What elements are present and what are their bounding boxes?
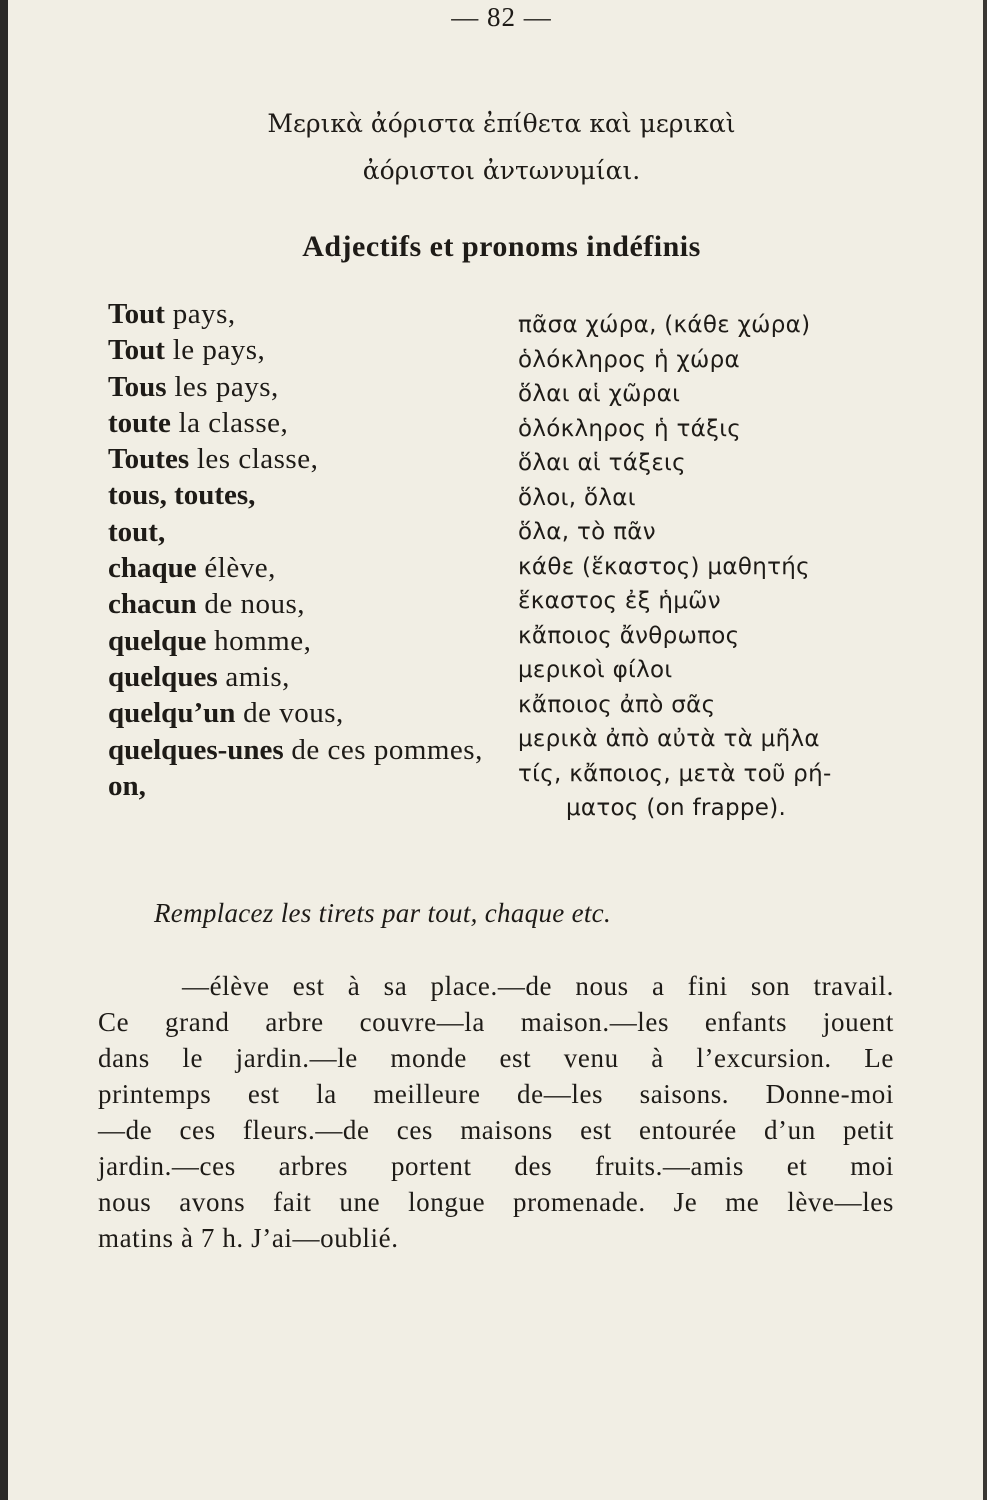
greek-translation: κάθε (ἕκαστος) μαθητής	[518, 553, 810, 580]
french-example	[108, 514, 518, 550]
keyword: quelqu’un	[108, 697, 236, 730]
exercise-text	[98, 968, 894, 1256]
french-example	[108, 695, 518, 731]
french-example	[108, 332, 518, 368]
example-text: les classe,	[189, 443, 319, 476]
french-example	[108, 477, 518, 513]
exercise-instruction: Remplacez les tirets par tout, chaque etc.	[154, 898, 611, 928]
greek-translation: κἄποιος ἄνθρωπος	[518, 622, 740, 649]
french-example	[108, 586, 518, 622]
keyword: chacun	[108, 588, 197, 621]
keyword: on,	[108, 769, 146, 802]
french-example	[108, 405, 518, 441]
exercise-line: jardin.—ces arbres portent des fruits.—amis et moi	[98, 1151, 894, 1181]
example-text: les pays,	[166, 370, 279, 403]
exercise-line: nous avons fait une longue promenade. Je me lève—les	[98, 1187, 894, 1217]
example-text: pays,	[164, 298, 236, 330]
greek-translation: τίς, κἄποιος, μετὰ τοῦ ρή-	[518, 760, 832, 787]
french-example	[108, 369, 518, 405]
keyword: chaque	[108, 552, 197, 585]
greek-translation: κἄποιος ἀπὸ σᾶς	[518, 691, 716, 718]
example-text: élève,	[196, 552, 276, 585]
keyword: Tout	[108, 298, 165, 330]
greek-translation: ὅλαι αἱ τάξεις	[518, 450, 686, 476]
example-text: amis,	[217, 660, 290, 693]
french-example	[108, 441, 518, 477]
exercise-line: —élève est à sa place.—de nous a fini son travail.	[182, 971, 894, 1001]
keyword: quelques	[108, 660, 218, 693]
greek-translation: ὁλόκληρος ἡ τάξις	[518, 415, 742, 442]
greek-translation: ὅλοι, ὅλαι	[518, 484, 636, 511]
example-text: de ces pommes,	[283, 733, 483, 766]
keyword: quelques-unes	[108, 733, 284, 766]
exercise-line: Ce grand arbre couvre—la maison.—les enfants jouent	[98, 1007, 894, 1037]
french-example	[108, 550, 518, 586]
example-text: de vous,	[235, 697, 344, 730]
greek-title-line-2: ἀόριστοι ἀντωνυμίαι.	[362, 156, 641, 185]
example-text: la classe,	[170, 406, 289, 439]
greek-translation: ὅλα, τὸ πᾶν	[518, 519, 656, 545]
keyword: toute	[108, 406, 171, 439]
exercise-line: printemps est la meilleure de—les saisons. Donne-moi	[98, 1079, 894, 1109]
keyword: tout,	[108, 515, 166, 548]
page-number: — 82 —	[451, 2, 552, 32]
greek-translation: ὅλαι αἱ χῶραι	[518, 381, 681, 407]
french-examples-list	[108, 296, 518, 804]
exercise-line: —de ces fleurs.—de ces maisons est entourée d’un petit	[98, 1115, 894, 1145]
french-example	[108, 768, 518, 804]
example-text: de nous,	[196, 588, 306, 621]
keyword: Tout	[108, 334, 165, 367]
greek-translation: πᾶσα χώρα, (κάθε χώρα)	[518, 312, 811, 338]
greek-translation: ἕκαστος ἐξ ἡμῶν	[518, 588, 721, 614]
keyword: Tous	[108, 370, 167, 403]
exercise-line: matins à 7 h. J’ai—oublié.	[98, 1223, 399, 1253]
french-example	[108, 296, 518, 332]
example-text: le pays,	[164, 334, 266, 367]
french-title: Adjectifs et pronoms indéfinis	[302, 230, 701, 263]
keyword: Toutes	[108, 443, 190, 476]
greek-translations-list	[518, 308, 938, 826]
greek-translation-continuation: ματος (on frappe).	[566, 795, 787, 821]
exercise-line: dans le jardin.—le monde est venu à l’excursion. Le	[98, 1043, 894, 1073]
keyword: tous, toutes,	[108, 479, 256, 512]
greek-translation: μερικοὶ φίλοι	[518, 657, 673, 683]
example-text: homme,	[206, 624, 312, 657]
french-example	[108, 732, 518, 768]
greek-translation: ὁλόκληρος ἡ χώρα	[518, 346, 740, 373]
french-example	[108, 659, 518, 695]
greek-title-line-1: Μερικὰ ἀόριστα ἐπίθετα καὶ μερικαὶ	[267, 109, 736, 138]
greek-translation: μερικὰ ἀπὸ αὐτὰ τὰ μῆλα	[518, 726, 820, 752]
french-example	[108, 623, 518, 659]
keyword: quelque	[108, 624, 207, 657]
